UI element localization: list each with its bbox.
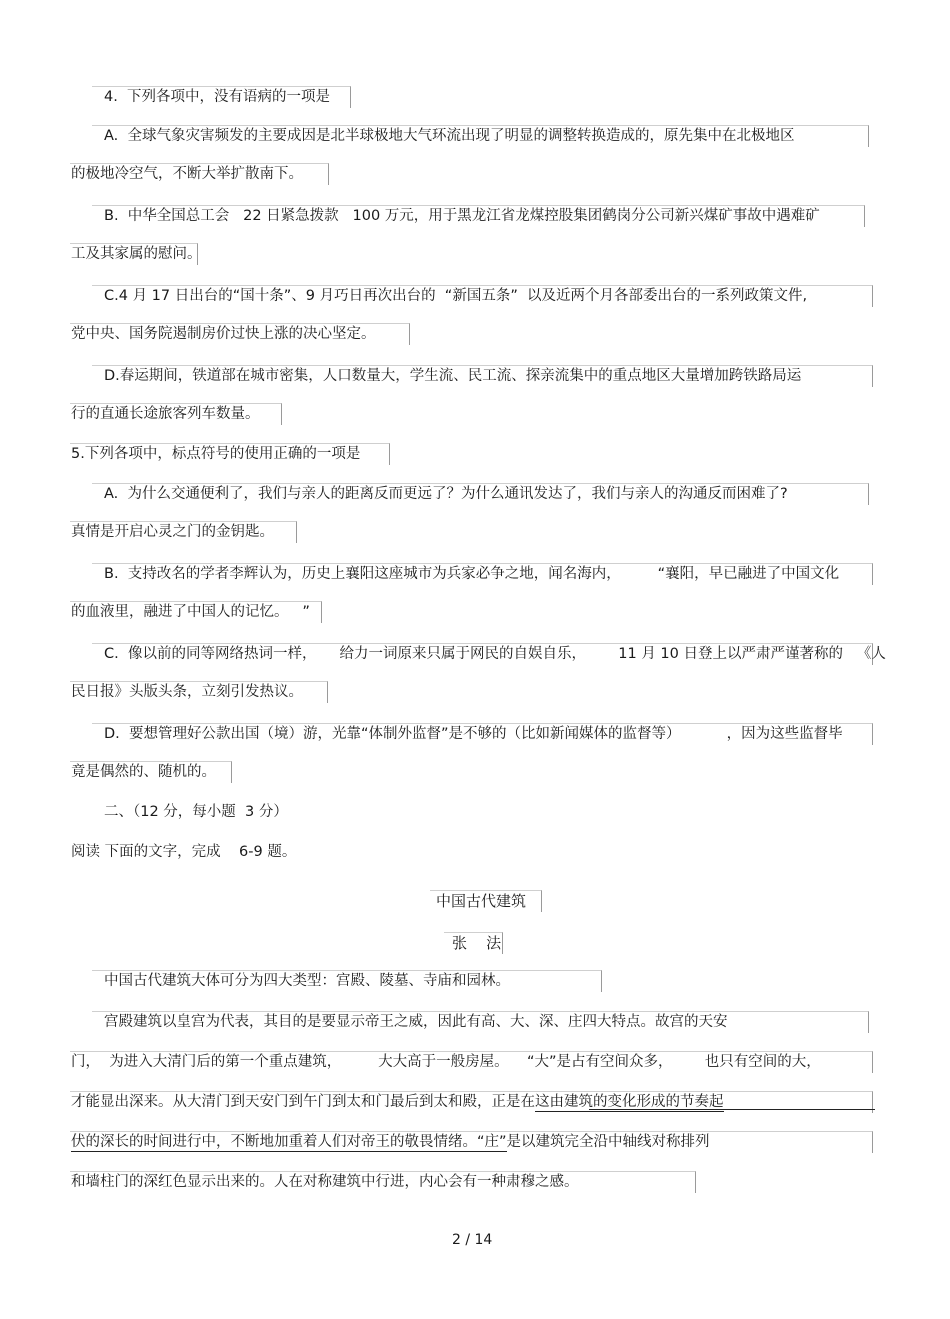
question-4-option-b: B. 中华全国总工会 22 日紧急拨款 100 万元，用于黑龙江省龙煤控股集团鹤岗分公司新兴煤矿事故中遇难矿 (104, 208, 820, 224)
question-5-option-d: D. 要想管理好公款出国（境）游，光靠“体制外监督”是不够的（比如新闻媒体的监督等） ，因为这些监督毕 (104, 726, 843, 742)
page-number: 2 / 14 (452, 1232, 493, 1248)
question-5-option-b-cont: 的血液里，融进了中国人的记忆。 ” (71, 604, 310, 620)
article-author: 张 法 (452, 934, 502, 952)
article-paragraph-2-line-1: 宫殿建筑以皇宫为代表，其目的是要显示帝王之威，因此有高、大、深、庄四大特点。故宫的天安 (104, 1014, 728, 1030)
question-4-option-a: A. 全球气象灾害频发的主要成因是北半球极地大气环流出现了明显的调整转换造成的，原先集中在北极地区 (104, 128, 795, 144)
underlined-text: 伏的深长的时间进行中，不断地加重着人们对帝王的敬畏情绪。“庄” (71, 1134, 507, 1150)
question-5-option-a: A. 为什么交通便利了，我们与亲人的距离反而更远了？为什么通讯发达了，我们与亲人的沟通反而困难了? (104, 486, 788, 502)
question-4-option-a-cont: 的极地冷空气，不断大举扩散南下。 (71, 166, 303, 182)
article-paragraph-2-line-5: 和墙柱门的深红色显示出来的。人在对称建筑中行进，内心会有一种肃穆之感。 (71, 1174, 579, 1190)
question-5-option-c-cont: 民日报》头版头条，立刻引发热议。 (71, 684, 303, 700)
question-4-option-d: D.春运期间，铁道部在城市密集，人口数量大，学生流、民工流、探亲流集中的重点地区大量增加跨铁路局运 (104, 368, 802, 384)
question-4-option-c-cont: 党中央、国务院遏制房价过快上涨的决心坚定。 (71, 326, 376, 342)
question-4-option-c: C.4 月 17 日出台的“国十条”、9 月巧日再次出台的 “新国五条” 以及近两个月各部委出台的一系列政策文件, (104, 288, 808, 304)
article-text: 才能显出深来。从大清门到天安门到午门到太和门最后到太和殿，正是在 (71, 1094, 535, 1110)
question-5-stem: 5.下列各项中，标点符号的使用正确的一项是 (71, 446, 361, 462)
article-paragraph-2-line-2: 门， 为进入大清门后的第一个重点建筑， 大大高于一般房屋。 “大”是占有空间众多， 也只有空间的大， (71, 1054, 821, 1070)
article-text: 是以建筑完全沿中轴线对称排列 (506, 1134, 710, 1150)
question-5-option-a-cont: 真情是开启心灵之门的金钥匙。 (71, 524, 274, 540)
question-4-option-b-cont: 工及其家属的慰问。 (71, 246, 202, 262)
article-title: 中国古代建筑 (436, 892, 527, 910)
underlined-text: 这由建筑的变化形成的节奏起 (535, 1094, 724, 1110)
question-5-option-d-cont: 竟是偶然的、随机的。 (71, 764, 216, 780)
underline-rule (589, 1109, 875, 1110)
question-5-option-b: B. 支持改名的学者李辉认为，历史上襄阳这座城市为兵家必争之地，闻名海内， “襄阳，早已融进了中国文化 (104, 566, 840, 582)
section-heading: 二、（12 分，每小题 3 分） (104, 804, 288, 820)
question-5-option-c: C. 像以前的同等网络热词一样， 给力一词原来只属于网民的自娱自乐， 11 月 10 日登上以严肃严谨著称的 《人 (104, 646, 886, 662)
article-paragraph-1: 中国古代建筑大体可分为四大类型：宫殿、陵墓、寺庙和园林。 (104, 973, 510, 989)
question-4-option-d-cont: 行的直通长途旅客列车数量。 (71, 406, 260, 422)
article-paragraph-2-line-4 (71, 1132, 710, 1152)
section-instruction: 阅读 下面的文字，完成 6-9 题。 (71, 844, 297, 860)
question-4-stem: 4. 下列各项中，没有语病的一项是 (104, 89, 331, 105)
